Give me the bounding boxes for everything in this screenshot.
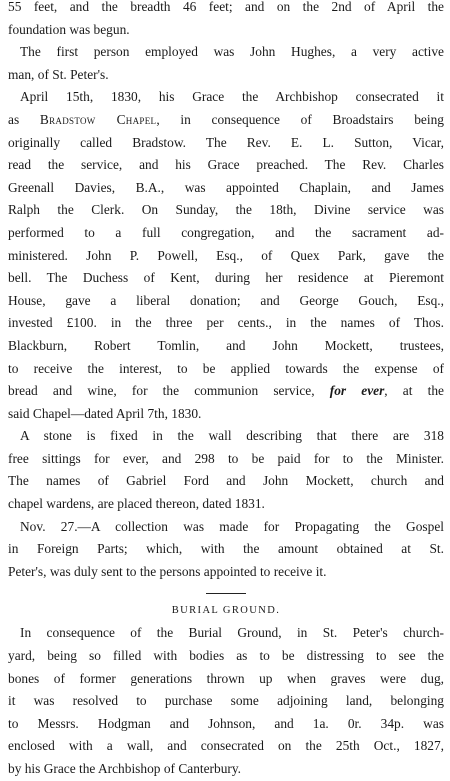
section-divider — [206, 593, 246, 594]
paragraph-burial-ground — [8, 622, 444, 780]
text-line: In consequence of the Burial Ground, in St. Peter's church- — [20, 625, 444, 641]
text-line: bell. The Duchess of Kent, during her residence at Pieremont — [8, 270, 444, 286]
text-line: Ralph the Clerk. On Sunday, the 18th, Divine service was — [8, 202, 444, 218]
text-line: originally called Bradstow. The Rev. E. L. Sutton, Vicar, — [8, 134, 444, 150]
text-line: April 15th, 1830, his Grace the Archbishop consecrated it — [20, 89, 444, 105]
text-line: Peter's, was duly sent to the persons appointed to receive it. — [8, 563, 327, 579]
text-line: free sittings for ever, and 298 to be paid for to the Minister. — [8, 450, 444, 466]
text-line: by his Grace the Archbishop of Canterbury. — [8, 761, 242, 776]
text-line: enclosed with a wall, and consecrated on the 25th Oct., 1827, — [8, 738, 444, 754]
chapel-name: Bradstow Chapel — [39, 111, 157, 127]
paragraph-stone — [8, 425, 444, 515]
text-line: 55 feet, and the breadth 46 feet; and on the 2nd of April the — [8, 0, 444, 14]
text-line: Greenall Davies, B.A., was appointed Chaplain, and James — [8, 179, 444, 195]
text-line: read the service, and his Grace preached. The Rev. Charles — [8, 157, 444, 173]
text-line: it was resolved to purchase some adjoining land, belonging — [8, 693, 444, 709]
text-line: yard, being so filled with bodies as to be distressing to see the — [8, 648, 444, 664]
text-line: invested £100. in the three per cents., in the names of Thos. — [8, 315, 444, 331]
text-line: bones of former generations thrown up when graves were dug, — [8, 670, 444, 686]
text-line: Nov. 27.—A collection was made for Propagating the Gospel — [20, 518, 444, 534]
text-line: man, of St. Peter's. — [8, 66, 109, 82]
text-segment: , in consequence of Broadstairs being — [156, 111, 444, 127]
text-line: ministered. John P. Powell, Esq., of Quex Park, gave the — [8, 247, 444, 263]
text-segment: , at the — [384, 383, 444, 399]
text-line: The first person employed was John Hughes, a very active — [20, 44, 444, 60]
text-line — [8, 380, 444, 403]
paragraph-collection — [8, 516, 444, 584]
text-line: performed to a full congregation, and the sacrament ad- — [8, 224, 444, 240]
text-line: in Foreign Parts; which, with the amount obtained at St. — [8, 541, 444, 557]
paragraph-first-person — [8, 41, 444, 86]
paragraph-consecration — [8, 86, 444, 425]
text-line: to Messrs. Hodgman and Johnson, and 1a. 0r. 34p. was — [8, 715, 444, 731]
text-line: A stone is fixed in the wall describing that there are 318 — [20, 428, 444, 444]
text-line: said Chapel—dated April 7th, 1830. — [8, 405, 202, 421]
text-line: chapel wardens, are placed thereon, dated 1831. — [8, 496, 265, 512]
text-segment: as — [8, 111, 40, 127]
emphasis-text: for ever — [329, 383, 385, 399]
text-line: Blackburn, Robert Tomlin, and John Mockett, trustees, — [8, 337, 444, 353]
text-line: to receive the interest, to be applied towards the expense of — [8, 360, 444, 376]
text-line: House, gave a liberal donation; and George Gouch, Esq., — [8, 292, 444, 308]
text-line: foundation was begun. — [8, 21, 130, 37]
text-segment: bread and wine, for the communion service, — [8, 383, 330, 399]
text-line — [8, 109, 444, 132]
paragraph-foundation — [8, 0, 444, 41]
section-heading: BURIAL GROUND. — [171, 605, 281, 617]
text-line: The names of Gabriel Ford and John Mockett, church and — [8, 473, 444, 489]
